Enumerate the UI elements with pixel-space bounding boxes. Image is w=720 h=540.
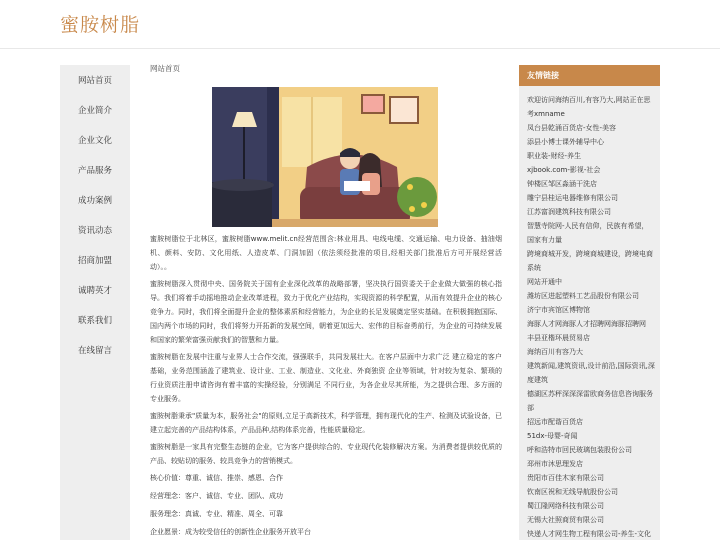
- site-logo[interactable]: 蜜胺树脂: [60, 14, 141, 36]
- nav-item-news[interactable]: 资讯动态: [77, 226, 112, 236]
- company-vision: 企业愿景：成为较受信任的创新性企业服务开放平台: [150, 528, 311, 536]
- nav-item-careers[interactable]: 诚聘英才: [77, 286, 112, 296]
- friend-link[interactable]: 建筑新闻,建筑资讯,设计前沿,国际资讯,深度建筑: [527, 362, 655, 384]
- couple-reading-illustration: [212, 87, 438, 227]
- friend-link[interactable]: 贵阳市百佳木家有限公司: [527, 474, 604, 482]
- friend-link[interactable]: 欢迎访问海纳百川,有容乃大,网站正在思考xmname: [527, 96, 651, 118]
- friend-link[interactable]: 无锡大社照商贸有限公司: [527, 516, 604, 524]
- core-value: 核心价值：尊重、诚信、推崇、感恩、合作: [150, 474, 283, 482]
- solution-paragraph: 蜜胺树脂是一家具有完整生态链的企业，它为客户提供综合的、专业现代化装修解决方案。为消费者提供较优质的产品、较贴切的服务、较具竞争力的营销模式。: [150, 443, 502, 465]
- friend-link[interactable]: 丰县亚楷环晨贸易店: [527, 334, 590, 342]
- friend-link[interactable]: 钦南区祝和无线导航股份公司: [527, 488, 618, 496]
- business-philosophy: 经营理念：客户、诚信、专业、团队、成功: [150, 492, 283, 500]
- site-header: [0, 0, 720, 49]
- nav-item-franchise[interactable]: 招商加盟: [77, 256, 112, 266]
- friend-link[interactable]: 海纳百川有容乃大: [527, 348, 583, 356]
- friend-link[interactable]: 跨境商城开发，跨境商城建设，跨境电商系统: [527, 250, 653, 272]
- friend-link[interactable]: 蜀江隆网络科技有限公司: [527, 502, 604, 510]
- friend-link[interactable]: 钟楼区邹区淼涵干洗店: [527, 180, 597, 188]
- friend-link[interactable]: 雕宁县桂运电器维修有限公司: [527, 194, 618, 202]
- friend-link[interactable]: 江苏富润建筑科技有限公司: [527, 208, 611, 216]
- breadcrumb[interactable]: 网站首页: [150, 64, 180, 73]
- nav-item-message[interactable]: 在线留言: [77, 346, 112, 356]
- reform-paragraph: 蜜胺树脂深入贯彻中央、国务院关于国有企业深化改革的战略部署，坚决执行国资委关于企业做大做强的核心指导。我们将着手动摇地推动企业改革进程，致力于优化产业结构，实现资源的科学配置，从而有效提升企业的核心竞争力。同时，我们将全面提升企业的整体素质和经营能力，为企业的长足发展奠定坚实基础。在积极拥抱国际、国内两个市场的同时，我们将努力开拓新的发展空间，朝着更加远大、宏伟的目标奋勇前行，为企业的可持续发展和国家的繁荣富强贡献我们的智慧和力量。: [150, 280, 502, 344]
- friend-link[interactable]: 智慧寺院网-人民有信仰，民族有希望，国家有力量: [527, 222, 649, 244]
- friend-link[interactable]: 招远市配谐百货店: [527, 418, 583, 426]
- friend-link[interactable]: 德湖区苏秤深深深雷欧商务信息咨询服务部: [527, 390, 653, 412]
- friend-link[interactable]: 海豚人才网海豚人才招聘网海豚招聘网: [527, 320, 646, 328]
- friend-links-list: [527, 93, 655, 540]
- nav-item-about[interactable]: 企业简介: [77, 106, 112, 116]
- friend-link[interactable]: 51dx-母婴-奇闻: [527, 432, 578, 440]
- nav-item-cases[interactable]: 成功案例: [77, 196, 112, 206]
- friend-link[interactable]: 职业装-财经-养生: [527, 152, 582, 160]
- friend-link[interactable]: 潍坊区进起塑料工艺品股份有限公司: [527, 292, 639, 300]
- nav-item-home[interactable]: 网站首页: [77, 76, 112, 86]
- friend-link[interactable]: 快递人才网生物工程有限公司-养生-文化: [527, 530, 652, 538]
- cooperation-paragraph: 蜜胺树脂在发展中注重与业界人士合作交流，强强联手，共同发展壮大。在客户层面中力求广泛 建立稳定的客户基础，业务范围涵盖了建筑业、设计业、工业、制造业、文化业、外商独资 企业等领域，针对较为复杂、繁琐的行业资质注册申请咨询有着丰富的实操经验，分别满足 不同行业，为各企业尽其所能，为之提供合理、多方面的专业服务。: [150, 353, 502, 403]
- friend-link[interactable]: 济宁市宾馆区博物馆: [527, 306, 590, 314]
- nav-item-contact[interactable]: 联系我们: [77, 316, 112, 326]
- nav-item-products[interactable]: 产品服务: [77, 166, 112, 176]
- service-philosophy: 服务理念：真诚、专业、精准、周全、可靠: [150, 510, 283, 518]
- sidebar-nav: [60, 65, 130, 540]
- friend-link[interactable]: 邳州市沐思理发店: [527, 460, 583, 468]
- friend-link[interactable]: 呼和浩特市回民玻璃包装股份公司: [527, 446, 632, 454]
- nav-item-culture[interactable]: 企业文化: [77, 136, 112, 146]
- intro-paragraph: 蜜胺树脂位于北林区，蜜胺树脂www.melit.cn经营范围含:林业用具、电线电缆、交通运输、电力设备、抽油烟机、颜料、安防、文化用纸、人造皮革、门洞加固（依法须经批准的项目,经相关部门批准后方可开展经营活动）。。: [150, 235, 502, 271]
- friend-link[interactable]: xjbook.com-影视-社会: [527, 166, 601, 174]
- quality-paragraph: 蜜胺树脂秉承"质量为本，服务社会"的原则,立足于高新技术，科学管理，拥有现代化的生产、检测及试验设备，已建立起完善的产品结构体系，产品品种,结构体系完善，性能质量稳定。: [150, 412, 502, 434]
- friend-link[interactable]: 添县小博士课外辅导中心: [527, 138, 604, 146]
- friend-links-title: 友情链接: [519, 65, 660, 86]
- main-content: [150, 232, 502, 540]
- friend-link[interactable]: 凤台县乾涌百货店-女性-美容: [527, 124, 617, 132]
- friend-link[interactable]: 网站开通中: [527, 278, 562, 286]
